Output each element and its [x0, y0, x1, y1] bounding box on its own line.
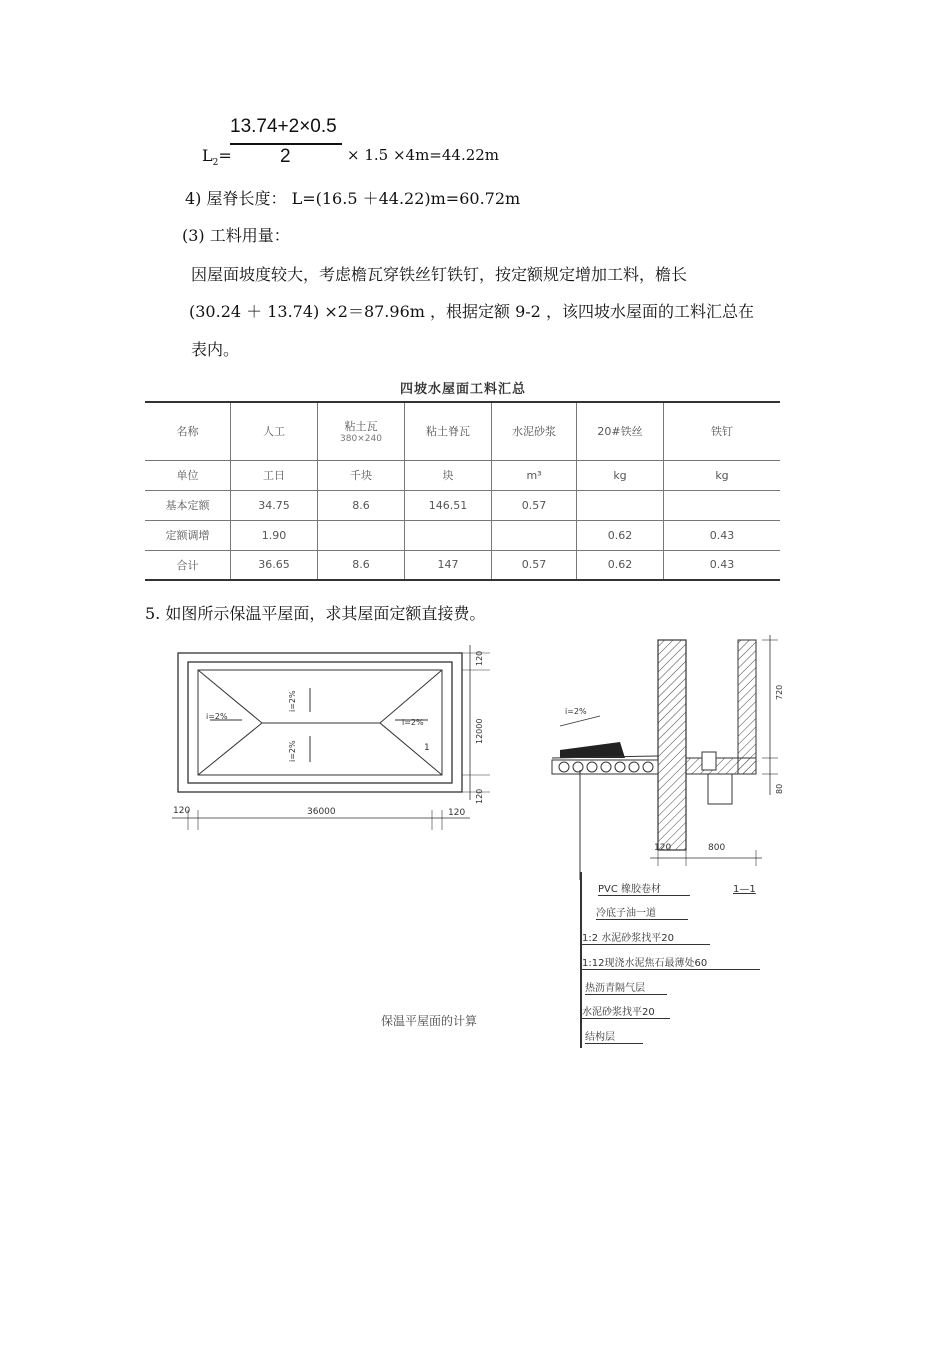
dim-36000: 36000	[307, 807, 336, 817]
table-cell: 合计	[145, 550, 231, 580]
table-cell: 36.65	[231, 550, 318, 580]
question-5: 5. 如图所示保温平屋面，求其屋面定额直接费。	[145, 604, 486, 623]
table-row	[145, 520, 780, 550]
table-cell: 1.90	[231, 520, 318, 550]
layer-label: PVC 橡胶卷材	[598, 880, 690, 896]
table-cell: kg	[577, 460, 664, 490]
slope-ratio-one: 1	[424, 743, 430, 753]
header-cell: 粘土脊瓦	[405, 402, 492, 460]
labor-material-heading: (3) 工料用量：	[182, 226, 290, 245]
layer-label: 冷底子油一道	[596, 904, 688, 920]
paragraph-line-1: 因屋面坡度较大，考虑檐瓦穿铁丝钉铁钉，按定额规定增加工料，檐长	[191, 265, 688, 284]
drain-outlet	[702, 752, 716, 770]
dim-120-bottom: 120	[475, 788, 484, 804]
header-cell: 20#铁丝	[577, 402, 664, 460]
table-header-row	[145, 402, 780, 460]
header-cell: 人工	[231, 402, 318, 460]
slope-arrow	[560, 716, 600, 726]
table-cell: kg	[664, 460, 781, 490]
table-cell: 工日	[231, 460, 318, 490]
table-cell: 0.62	[577, 520, 664, 550]
slope-label-top: i=2%	[288, 690, 297, 712]
layer-label: 1:12现浇水泥焦石最薄处60	[582, 954, 760, 970]
figure-caption: 保温平屋面的计算	[381, 1014, 478, 1028]
table-row	[145, 550, 780, 580]
header-cell: 水泥砂浆	[492, 402, 577, 460]
roof-plan-drawing	[170, 640, 500, 840]
dim-120: 120	[654, 843, 672, 853]
dim-120-right: 120	[448, 808, 466, 818]
slope-label-left: i=2%	[206, 712, 228, 721]
fraction-denominator: 2	[280, 146, 291, 167]
formula-rhs: × 1.5 ×4m=44.22m	[347, 146, 500, 164]
table-cell	[577, 490, 664, 520]
table-cell: 基本定额	[145, 490, 231, 520]
downpipe-head	[708, 774, 732, 804]
table-cell: 块	[405, 460, 492, 490]
slope-label-right: i=2%	[402, 718, 424, 727]
dim-80: 80	[775, 783, 784, 794]
table-cell: 定额调增	[145, 520, 231, 550]
table-cell: 千块	[318, 460, 405, 490]
table-cell	[492, 520, 577, 550]
dim-120-left: 120	[173, 806, 191, 816]
section-slope-label: i=2%	[565, 707, 587, 716]
hip-line	[380, 723, 442, 775]
fraction-numerator: 13.74+2×0.5	[230, 116, 337, 137]
dim-120-top: 120	[475, 650, 484, 666]
table-cell: 8.6	[318, 490, 405, 520]
table-cell: 146.51	[405, 490, 492, 520]
header-subtext: 380×240	[340, 434, 382, 445]
table-cell: 0.57	[492, 490, 577, 520]
header-cell: 铁钉	[664, 402, 781, 460]
table-row	[145, 490, 780, 520]
table-cell: 0.43	[664, 520, 781, 550]
summary-table	[145, 401, 780, 581]
gutter-wall	[738, 640, 756, 774]
paragraph-line-2: (30.24 ＋ 13.74) ×2＝87.96m ，根据定额 9-2 ，该四坡水屋面的工料汇总在	[189, 302, 754, 321]
table-cell	[405, 520, 492, 550]
formula-lhs	[202, 146, 232, 168]
formula-lhs-symbol: L	[202, 146, 213, 165]
table-cell: 0.62	[577, 550, 664, 580]
table-cell: 34.75	[231, 490, 318, 520]
table-cell: 147	[405, 550, 492, 580]
slope-label-bottom: i=2%	[288, 740, 297, 762]
table-cell	[318, 520, 405, 550]
dim-12000: 12000	[475, 718, 484, 744]
header-cell: 名称	[145, 402, 231, 460]
section-mark: 1—1	[733, 884, 756, 895]
header-cell-text: 粘土瓦	[344, 420, 378, 434]
layer-label: 1:2 水泥砂浆找平20	[582, 929, 710, 945]
dim-800: 800	[708, 843, 726, 853]
dim-720: 720	[775, 684, 784, 700]
table-cell: 单位	[145, 460, 231, 490]
ridge-length-line: 4) 屋脊长度： L=(16.5 ＋44.22)m=60.72m	[185, 189, 521, 208]
table-row	[145, 460, 780, 490]
formula-equals: =	[218, 146, 232, 165]
insulation-layers	[560, 742, 625, 758]
hip-line	[198, 723, 262, 775]
table-title: 四坡水屋面工料汇总	[400, 382, 527, 397]
table-cell	[664, 490, 781, 520]
table-cell: 0.57	[492, 550, 577, 580]
paragraph-line-3: 表内。	[191, 340, 240, 359]
formula-lhs-subscript: 2	[212, 158, 219, 168]
layer-label: 水泥砂浆找平20	[582, 1003, 670, 1019]
roof-section-drawing	[530, 630, 800, 880]
layer-label: 热沥青隔气层	[585, 979, 667, 995]
table-cell: 8.6	[318, 550, 405, 580]
fraction-bar	[230, 143, 342, 145]
header-cell	[318, 402, 405, 460]
layer-label: 结构层	[585, 1028, 643, 1044]
table-cell: m³	[492, 460, 577, 490]
wall	[658, 640, 686, 850]
table-cell: 0.43	[664, 550, 781, 580]
hip-line	[380, 670, 442, 723]
